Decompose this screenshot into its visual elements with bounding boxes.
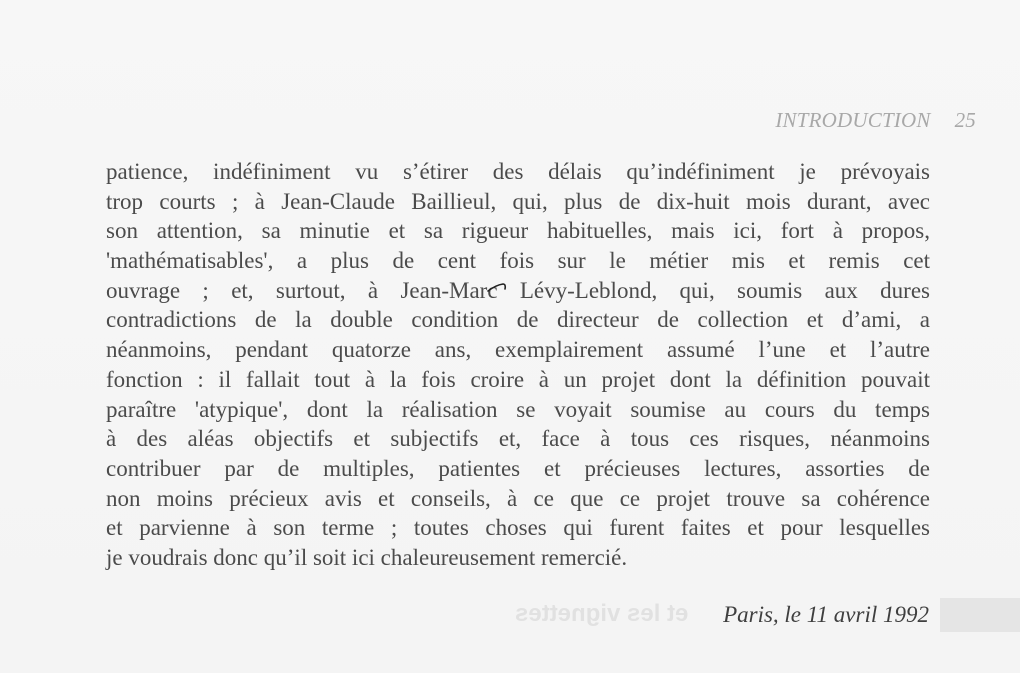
body-line: trop courts ; à Jean-Claude Baillieul, qui, plus de dix-huit mois durant, avec — [106, 188, 930, 214]
body-line: contribuer par de multiples, patientes et précieuses lectures, assorties de — [106, 455, 930, 481]
body-line: fonction : il fallait tout à la fois croire à un projet dont la définition pouvait — [106, 366, 930, 392]
running-head — [775, 108, 976, 133]
body-line: ouvrage ; et, surtout, à Jean-Marc Lévy-Leblond, qui, soumis aux dures — [106, 277, 930, 303]
body-paragraph — [106, 157, 930, 573]
body-line: néanmoins, pendant quatorze ans, exemplairement assumé l’une et l’autre — [106, 337, 930, 363]
page-number: 25 — [954, 108, 976, 132]
body-line: et parvienne à son terme ; toutes choses qui furent faites et pour lesquelles — [106, 515, 930, 541]
body-line: 'mathématisables', a plus de cent fois sur le métier mis et remis cet — [106, 248, 930, 274]
body-line: contradictions de la double condition de directeur de collection et d’ami, a — [106, 307, 930, 333]
page-edge-shadow — [940, 598, 1020, 632]
body-line: paraître 'atypique', dont la réalisation se voyait soumise au cours du temps — [106, 396, 930, 422]
body-line: non moins précieux avis et conseils, à ce que ce projet trouve sa cohérence — [106, 485, 930, 511]
body-line: je voudrais donc qu’il soit ici chaleureusement remercié. — [106, 544, 628, 570]
showthrough-reversed-heading: et les vignettes — [515, 600, 689, 627]
body-line: à des aléas objectifs et subjectifs et, face à tous ces risques, néanmoins — [106, 426, 930, 452]
body-line: son attention, sa minutie et sa rigueur habituelles, mais ici, fort à propos, — [106, 218, 930, 244]
pen-mark-icon — [486, 279, 510, 299]
running-head-section: INTRODUCTION — [775, 108, 931, 132]
signature-dateline: Paris, le 11 avril 1992 — [723, 602, 929, 627]
body-line: patience, indéfiniment vu s’étirer des délais qu’indéfiniment je prévoyais — [106, 159, 930, 184]
